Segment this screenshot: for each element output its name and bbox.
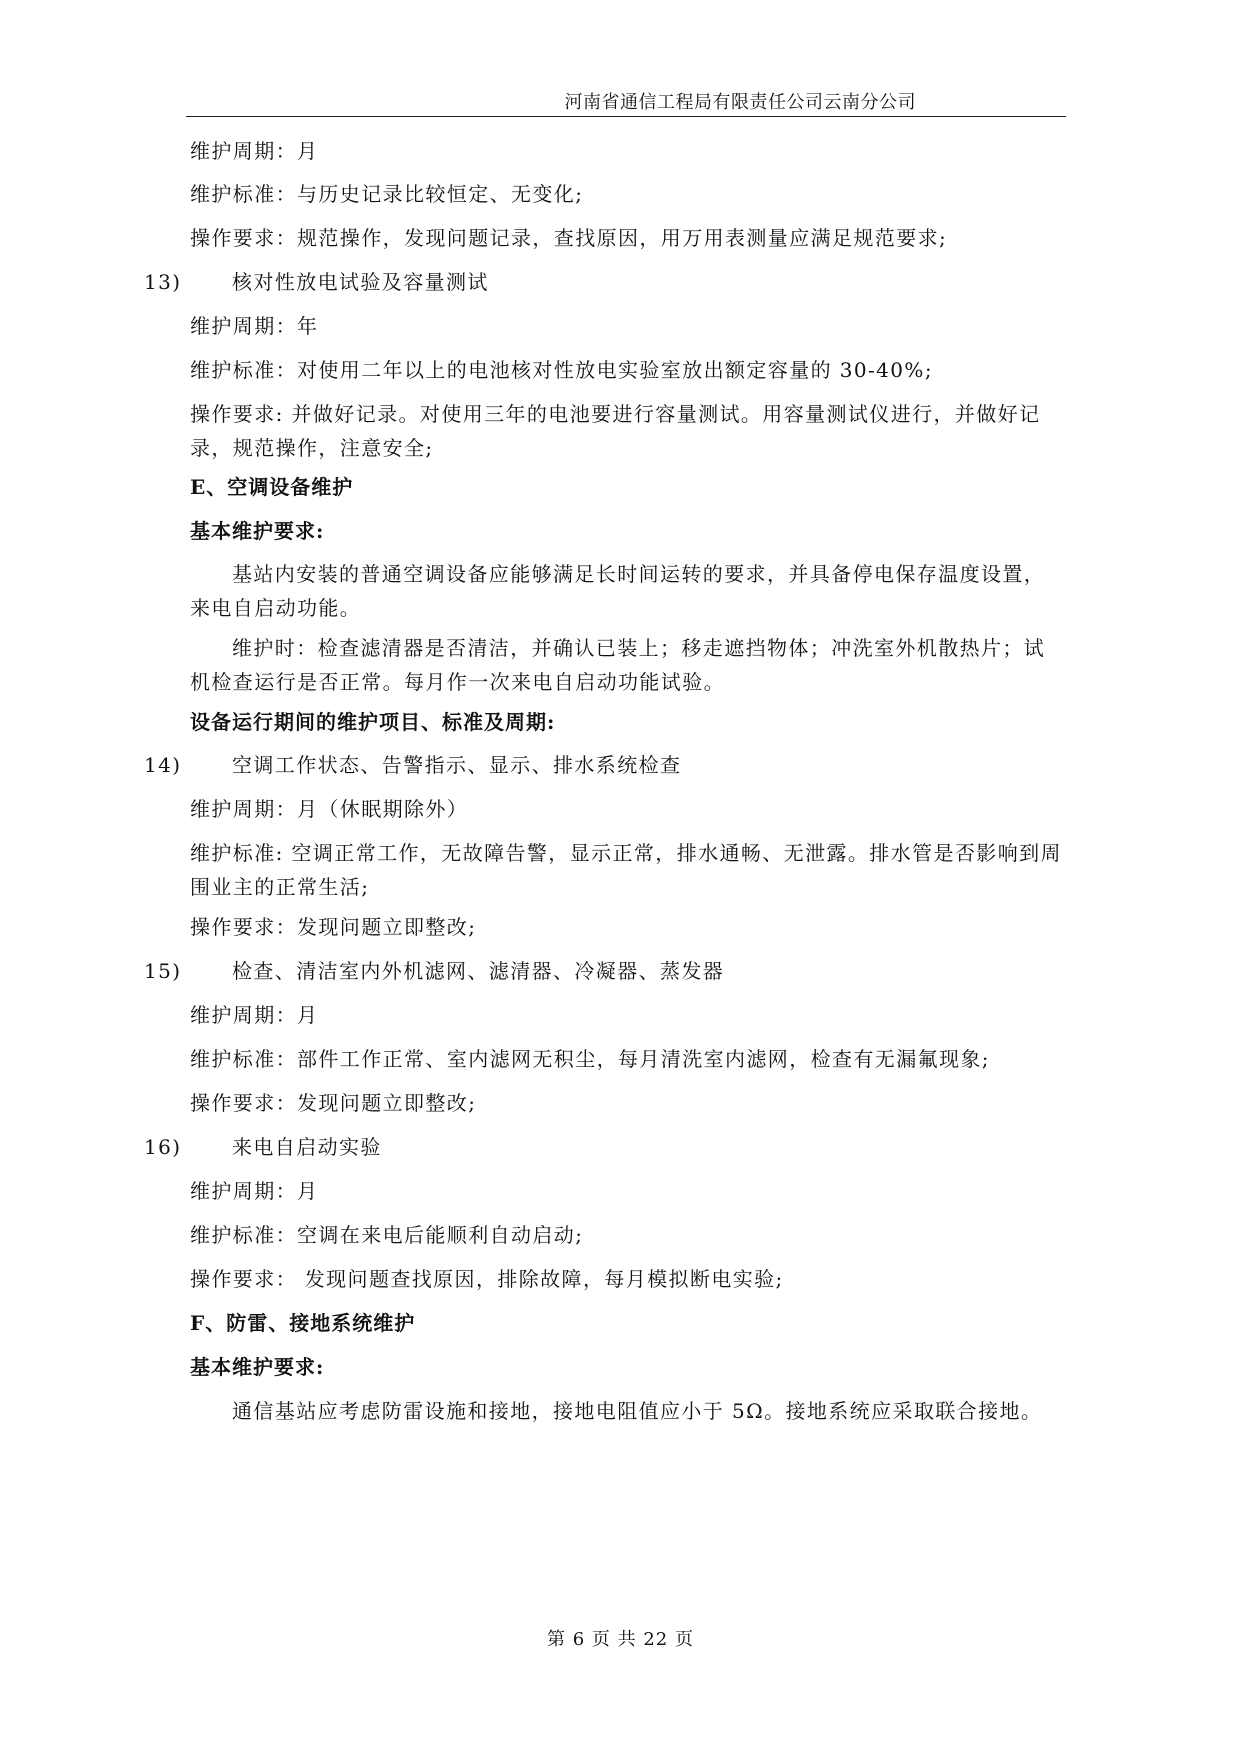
page-header: 河南省通信工程局有限责任公司云南分公司 <box>564 92 916 113</box>
subheading-basic-requirements: 基本维护要求: <box>190 1355 325 1379</box>
section-heading-f: F、防雷、接地系统维护 <box>190 1311 416 1335</box>
paragraph-grounding: 通信基站应考虑防雷设施和接地，接地电阻值应小于 5Ω。接地系统应采取联合接地。 <box>232 1399 1043 1423</box>
item-number-13: 13) <box>144 270 182 294</box>
maintenance-cycle: 维护周期：月 <box>190 1179 319 1203</box>
operation-requirement: 操作要求： 发现问题查找原因，排除故障，每月模拟断电实验; <box>190 1267 784 1291</box>
operation-requirement-paragraph: 操作要求: 并做好记录。对使用三年的电池要进行容量测试。用容量测试仪进行，并做好记录，规范操作，注意安全; <box>190 402 1041 460</box>
maintenance-cycle: 维护周期：年 <box>190 314 319 338</box>
item-title-13: 核对性放电试验及容量测试 <box>232 270 489 294</box>
maintenance-cycle: 维护周期：月 <box>190 139 319 163</box>
maintenance-standard: 维护标准：与历史记录比较恒定、无变化; <box>190 182 584 206</box>
item-number-15: 15) <box>144 959 182 983</box>
maintenance-cycle: 维护周期：月（休眠期除外） <box>190 797 469 821</box>
operation-requirement: 操作要求：规范操作，发现问题记录，查找原因，用万用表测量应满足规范要求; <box>190 226 948 250</box>
item-title-15: 检查、清洁室内外机滤网、滤清器、冷凝器、蒸发器 <box>232 959 725 983</box>
subheading-running-maintenance: 设备运行期间的维护项目、标准及周期: <box>190 710 556 734</box>
item-title-16: 来电自启动实验 <box>232 1135 382 1159</box>
maintenance-standard: 维护标准：对使用二年以上的电池核对性放电实验室放出额定容量的 30-40%; <box>190 358 933 382</box>
paragraph-ac-maintenance: 维护时：检查滤清器是否清洁，并确认已装上；移走遮挡物体；冲洗室外机散热片；试机检查运行是否正常。每月作一次来电自启动功能试验。 <box>190 636 1046 694</box>
item-number-16: 16) <box>144 1135 182 1159</box>
maintenance-standard-paragraph: 维护标准: 空调正常工作，无故障告警，显示正常，排水通畅、无泄露。排水管是否影响到周围业主的正常生活; <box>190 841 1062 899</box>
maintenance-cycle: 维护周期：月 <box>190 1003 319 1027</box>
operation-requirement: 操作要求：发现问题立即整改; <box>190 915 477 939</box>
maintenance-standard: 维护标准：空调在来电后能顺利自动启动; <box>190 1223 584 1247</box>
page-footer: 第 6 页 共 22 页 <box>547 1629 694 1650</box>
header-rule <box>186 116 1066 117</box>
operation-requirement: 操作要求：发现问题立即整改; <box>190 1091 477 1115</box>
item-title-14: 空调工作状态、告警指示、显示、排水系统检查 <box>232 753 682 777</box>
section-heading-e: E、空调设备维护 <box>190 475 354 499</box>
subheading-basic-requirements: 基本维护要求: <box>190 519 325 543</box>
paragraph-ac-requirements: 基站内安装的普通空调设备应能够满足长时间运转的要求，并具备停电保存温度设置，来电自启动功能。 <box>190 562 1046 620</box>
item-number-14: 14) <box>144 753 182 777</box>
maintenance-standard: 维护标准：部件工作正常、室内滤网无积尘，每月清洗室内滤网，检查有无漏氟现象; <box>190 1047 990 1071</box>
